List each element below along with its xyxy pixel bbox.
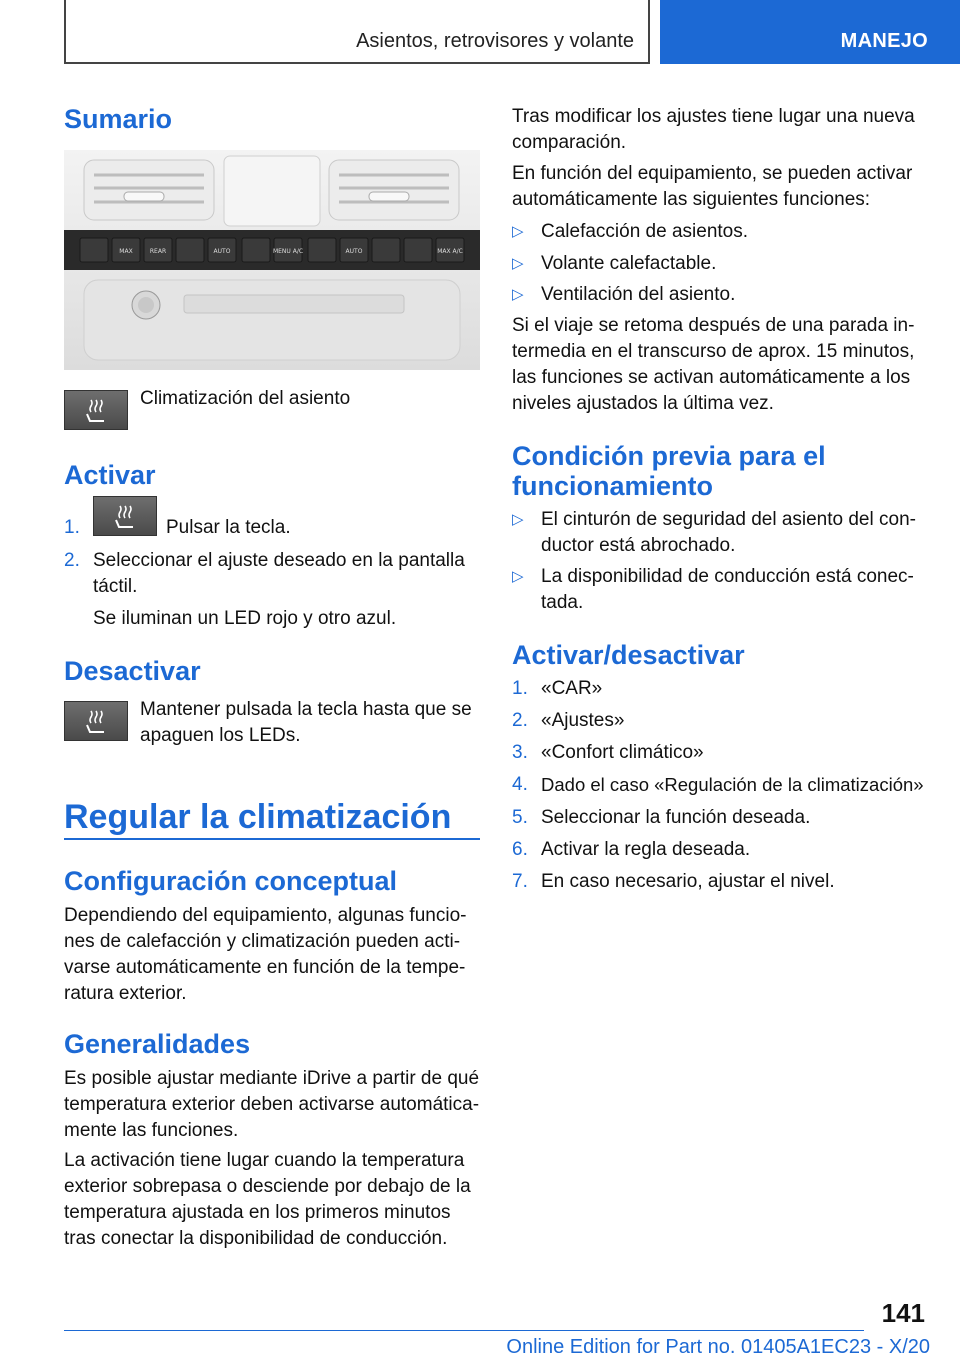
step-text: Activar la regla deseada. [541, 839, 751, 860]
sumario-heading: Sumario [64, 104, 173, 134]
activar-step-1-text: Pulsar la tecla. [166, 517, 291, 538]
seat-climate-button-icon [64, 390, 128, 430]
section-title: MANEJO [840, 30, 928, 52]
panel-label-menu: MENU A/C [272, 248, 304, 255]
bullet-icon: ▷ [512, 511, 524, 528]
page-number: 141 [881, 1298, 925, 1328]
function-item: Volante calefactable. [541, 253, 717, 274]
seat-climate-icon [82, 707, 110, 735]
step-text: Dado el caso «Regulación de la climatización» [541, 774, 924, 795]
heading-rule [64, 838, 480, 840]
right-paragraph-2: En función del equipamiento, se pueden activar automáticamente las siguientes funciones: [512, 163, 913, 210]
function-item: Ventilación del asiento. [541, 284, 736, 305]
seat-climate-button-icon-2 [64, 701, 128, 741]
activar-note: Se iluminan un LED rojo y otro azul. [93, 608, 397, 629]
general-paragraph-1: Es posible ajustar mediante iDrive a partir de qué temperatura exterior deben activarse automática- mente las funciones. [64, 1068, 480, 1141]
header-chapter-box [64, 0, 650, 64]
desactivar-heading: Desactivar [64, 656, 201, 686]
activar-step-2-number: 2. [64, 550, 80, 571]
panel-label-max: MAX [119, 248, 133, 255]
step-number: 1. [512, 678, 528, 699]
step-number: 5. [512, 807, 528, 828]
footer-rule [64, 1330, 864, 1331]
panel-label-auto-left: AUTO [213, 248, 231, 255]
panel-label-auto-right: AUTO [345, 248, 363, 255]
condicion-heading: Condición previa para el funcionamiento [512, 441, 826, 501]
seat-climate-button-inline [93, 496, 157, 536]
seat-climate-icon [82, 396, 110, 424]
right-paragraph-3: Si el viaje se retoma después de una parada in- termedia en el transcurso de aprox. 15 minutos, las funciones se activan automáticamente a los niveles ajustados la última vez. [512, 315, 915, 414]
step-text: Seleccionar la función deseada. [541, 807, 811, 828]
activar-desactivar-heading: Activar/desactivar [512, 640, 745, 670]
activar-heading: Activar [64, 460, 156, 490]
general-paragraph-2: La activación tiene lugar cuando la temperatura exterior sobrepasa o desciende por debajo de la temperatura ajustada en los primeros minutos tras conectar la disponibilidad de conducción. [64, 1150, 471, 1249]
bullet-icon: ▷ [512, 223, 524, 240]
bullet-icon: ▷ [512, 286, 524, 303]
config-heading: Configuración conceptual [64, 866, 398, 896]
desactivar-text: Mantener pulsada la tecla hasta que se apaguen los LEDs. [140, 699, 472, 746]
panel-label-rear: REAR [149, 248, 167, 255]
step-text: «Ajustes» [541, 710, 625, 731]
right-paragraph-1: Tras modificar los ajustes tiene lugar una nueva comparación. [512, 106, 915, 153]
step-number: 6. [512, 839, 528, 860]
regular-heading: Regular la climatización [64, 798, 452, 836]
climate-panel-photo [64, 150, 480, 370]
panel-label-max-ac: MAX A/C [437, 248, 463, 255]
bullet-icon: ▷ [512, 568, 524, 585]
step-text: «CAR» [541, 678, 603, 699]
seat-climate-caption: Climatización del asiento [140, 388, 351, 409]
bullet-icon: ▷ [512, 255, 524, 272]
step-number: 7. [512, 871, 528, 892]
step-text: En caso necesario, ajustar el nivel. [541, 871, 835, 892]
header-section-box [660, 0, 960, 64]
climate-panel-illustration [64, 150, 480, 370]
activar-step-2-text: Seleccionar el ajuste deseado en la pantalla táctil. [93, 550, 465, 597]
step-number: 2. [512, 710, 528, 731]
step-number: 3. [512, 742, 528, 763]
step-number: 4. [512, 774, 528, 795]
activar-step-1-number: 1. [64, 517, 80, 538]
step-text: «Confort climático» [541, 742, 704, 763]
chapter-title: Asientos, retrovisores y volante [356, 30, 634, 52]
edition-text: Online Edition for Part no. 01405A1EC23 - X/20 [506, 1336, 930, 1358]
condition-item: El cinturón de seguridad del asiento del con- ductor está abrochado. [541, 509, 916, 556]
config-text: Dependiendo del equipamiento, algunas funcio- nes de calefacción y climatización pueden acti- varse automáticamente en función de la tempe- ratura exterior. [64, 905, 467, 1004]
condition-item: La disponibilidad de conducción está conec- tada. [541, 566, 914, 613]
general-heading: Generalidades [64, 1029, 251, 1059]
function-item: Calefacción de asientos. [541, 221, 749, 242]
seat-climate-icon [111, 502, 139, 530]
